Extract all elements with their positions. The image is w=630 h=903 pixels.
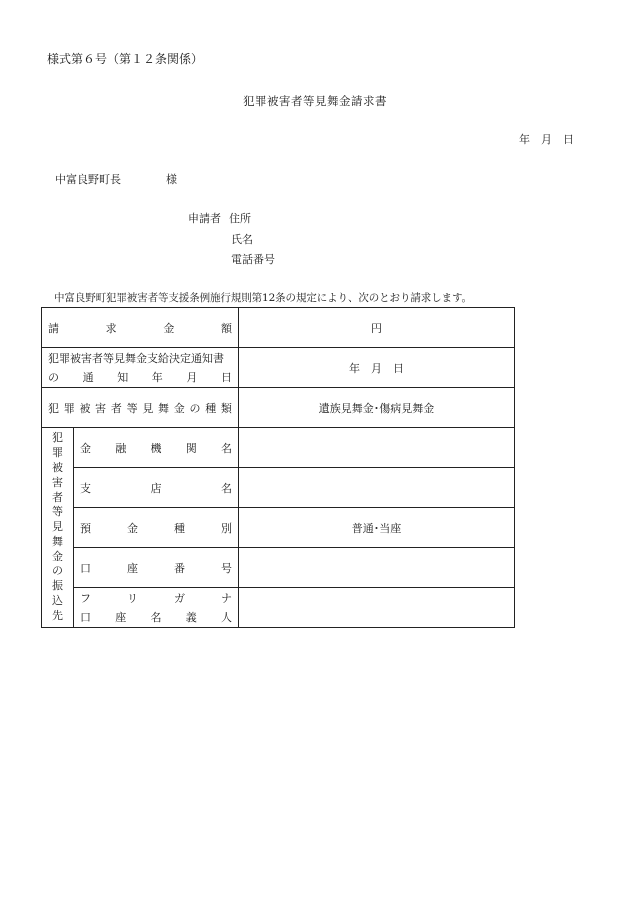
account-holder-label: フ リ ガ ナ 口 座 名 義 人 (74, 588, 239, 628)
branch-name-field[interactable] (239, 468, 515, 508)
document-title: 犯罪被害者等見舞金請求書 (243, 94, 387, 108)
deposit-type-field[interactable]: 普通･当座 (239, 508, 515, 548)
bank-name-field[interactable] (239, 428, 515, 468)
account-number-field[interactable] (239, 548, 515, 588)
branch-name-label: 支 店 名 (74, 468, 239, 508)
addressee-name: 中富良野町長 (55, 173, 121, 186)
row-account-holder (42, 588, 515, 628)
row-notice-date (42, 348, 515, 388)
yen-unit: 円 (371, 321, 382, 335)
bank-name-label: 金 融 機 関 名 (74, 428, 239, 468)
claim-amount-field[interactable] (239, 308, 515, 348)
request-form-table (41, 307, 515, 628)
request-date[interactable]: 年 月 日 (519, 133, 574, 146)
applicant-name-label: 氏名 (231, 233, 253, 246)
applicant-address-label: 住所 (229, 212, 251, 225)
intro-text: 中富良野町犯罪被害者等支援条例施行規則第12条の規定により、次のとおり請求します。 (54, 292, 472, 304)
transfer-destination-label: 犯 罪 被 害 者 等 見 舞 金 の 振 込 先 (42, 428, 74, 628)
row-deposit-type (42, 508, 515, 548)
notice-date-label: 犯罪被害者等見舞金支給決定通知書 の 通 知 年 月 日 (42, 348, 239, 388)
notice-date-field[interactable]: 年 月 日 (239, 348, 515, 388)
claim-amount-label: 請 求 金 額 (42, 308, 239, 348)
payment-type-label: 犯 罪 被 害 者 等 見 舞 金 の 種 類 (42, 388, 239, 428)
account-holder-field[interactable] (239, 588, 515, 628)
addressee-honorific: 様 (166, 173, 177, 186)
account-number-label: 口 座 番 号 (74, 548, 239, 588)
row-branch-name (42, 468, 515, 508)
deposit-type-label: 預 金 種 別 (74, 508, 239, 548)
applicant-label: 申請者 (188, 212, 221, 225)
applicant-phone-label: 電話番号 (231, 253, 275, 266)
row-payment-type (42, 388, 515, 428)
addressee (55, 171, 177, 187)
row-account-number (42, 548, 515, 588)
row-bank-name (42, 428, 515, 468)
payment-type-field[interactable]: 遺族見舞金･傷病見舞金 (239, 388, 515, 428)
row-claim-amount (42, 308, 515, 348)
form-number: 様式第６号（第１２条関係） (47, 52, 204, 66)
